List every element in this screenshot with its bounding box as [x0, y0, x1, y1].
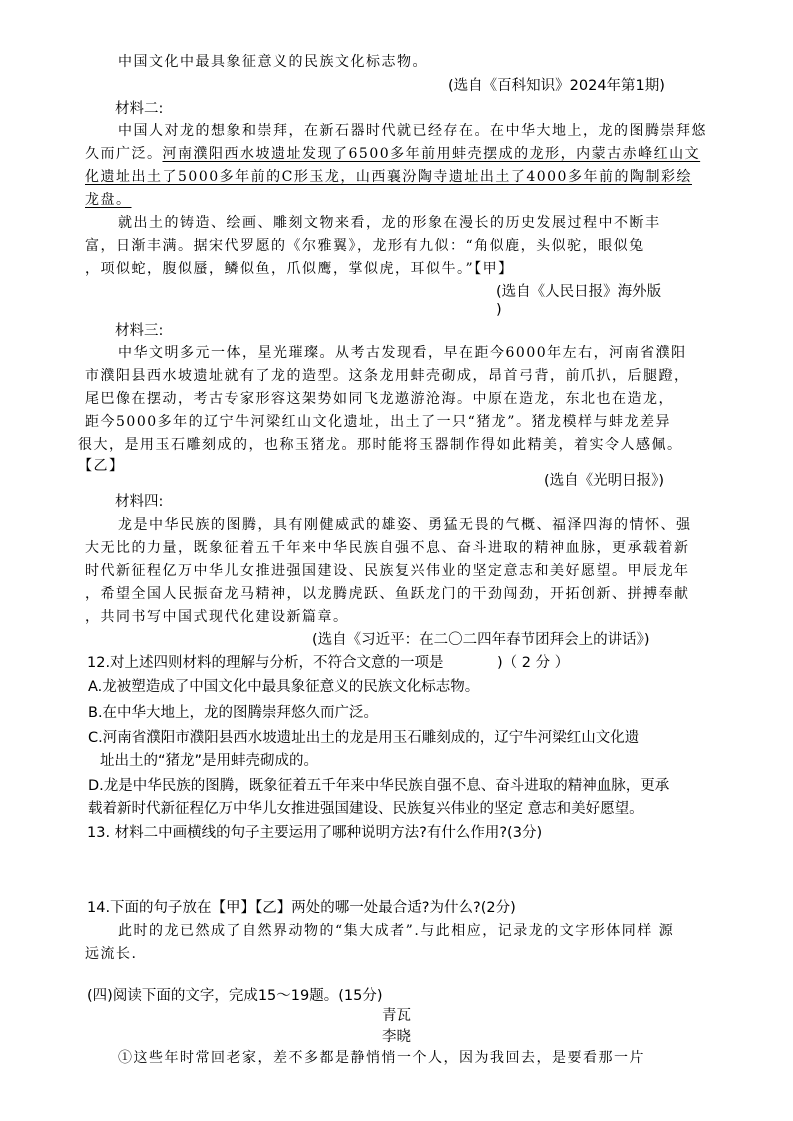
material-2-line: 中国人对龙的想象和崇拜，在新石器时代就已经存在。在中华大地上，龙的图腾崇拜悠 [118, 123, 707, 139]
underlined-sentence: 河南濮阳西水坡遗址发现了6500多年前用蚌壳摆成的龙形，内蒙古赤峰红山文 [162, 146, 701, 162]
option-c: C.河南省濮阳市濮阳县西水坡遗址出土的龙是用玉石雕刻成的，辽宁牛河梁红山文化遗 [88, 730, 640, 746]
material-2-line: ，项似蛇，腹似蜃，鳞似鱼，爪似鹰，掌似虎，耳似牛。”【甲】 [85, 261, 514, 277]
material-4-line: 大无比的力量，既象征着五千年来中华民族自强不息、奋斗进取的精神血脉，更承载着新 [85, 540, 690, 556]
essay-paragraph-1: ①这些年时常回老家，差不多都是静悄悄一个人，因为我回去，是要看那一片 [118, 1050, 645, 1066]
question-14-stem: 14.下面的句子放在【甲】【乙】两处的哪一处最合适?为什么?(2分) [87, 900, 516, 916]
essay-title: 青瓦 [382, 1008, 411, 1024]
material-2-label: 材料二: [115, 101, 164, 117]
option-a: A.龙被塑造成了中国文化中最具象征意义的民族文化标志物。 [88, 679, 480, 695]
material-3-marker-yi: 【乙】 [78, 458, 125, 474]
material-2-source-close: ) [496, 302, 502, 318]
essay-author: 李晓 [382, 1029, 411, 1045]
material-3-line: 尾巴像在摆动，考古专家形容这架势如同飞龙遨游沧海。中原在造龙，东北也在造龙， [85, 391, 674, 407]
material-4-label: 材料四: [115, 494, 164, 510]
material-4-line: 时代新征程亿万中华儿女推进强国建设、民族复兴伟业的坚定意志和美好愿望。甲辰龙年 [85, 563, 690, 579]
material-3-label: 材料三: [115, 323, 164, 339]
material-1-source: (选自《百科知识》2024年第1期) [448, 78, 665, 94]
material-4-line: 龙是中华民族的图腾，具有刚健威武的雄姿、勇猛无畏的气概、福泽四海的情怀、强 [118, 517, 692, 533]
material-2-line [85, 145, 700, 163]
question-12-score: )（ 2 分 ） [497, 655, 570, 671]
question-12-stem: 12.对上述四则材料的理解与分析，不符合文意的一项是 [87, 655, 444, 671]
underlined-sentence: 化遗址出土了5000多年前的C形玉龙，山西襄汾陶寺遗址出土了4000多年前的陶制彩绘 [85, 169, 692, 185]
section-4-heading: (四)阅读下面的文字，完成15～19题。(15分) [87, 988, 383, 1004]
question-14-sentence: 此时的龙已然成了自然界动物的“集大成者”.与此相应，记录龙的文字形体同样 源 [118, 923, 675, 939]
material-3-line: 市濮阳县西水坡遗址就有了龙的造型。这条龙用蚌壳砌成，昂首弓背，前爪扒，后腿蹬， [85, 368, 690, 384]
material-4-line: ，希望全国人民振奋龙马精神，以龙腾虎跃、鱼跃龙门的干劲闯劲，开拓创新、拼搏奉献 [85, 586, 690, 602]
material-2-source: (选自《人民日报》海外版 [496, 284, 662, 300]
question-13-stem: 13. 材料二中画横线的句子主要运用了哪种说明方法?有什么作用?(3分) [87, 825, 543, 841]
material-2-line: 富，日渐丰满。据宋代罗愿的《尔雅翼》，龙形有九似：“角似鹿，头似驼，眼似兔 [85, 238, 645, 254]
material-1-tail: 中国文化中最具象征意义的民族文化标志物。 [118, 54, 428, 70]
material-3-line: 很大，是用玉石雕刻成的，也称玉猪龙。那时能将玉器制作得如此精美，着实令人感佩。 [78, 437, 683, 453]
material-4-source: (选自《习近平：在二〇二四年春节团拜会上的讲话》) [312, 632, 650, 648]
option-d: D.龙是中华民族的图腾，既象征着五千年来中华民族自强不息、奋斗进取的精神血脉，更承 [88, 778, 670, 794]
question-14-sentence-continued: 远流长. [85, 946, 138, 962]
material-2-text: 久而广泛。 [85, 146, 163, 162]
material-2-line: 就出土的铸造、绘画、雕刻文物来看，龙的形象在漫长的历史发展过程中不断丰 [118, 215, 661, 231]
underlined-sentence: 龙盘。 [85, 192, 132, 208]
option-b: B.在中华大地上，龙的图腾崇拜悠久而广泛。 [88, 705, 379, 721]
material-3-source: (选自《光明日报》) [544, 473, 665, 489]
material-3-line: 中华文明多元一体，星光璀璨。从考古发现看，早在距今6000年左右，河南省濮阳 [118, 345, 687, 361]
option-d-continued: 载着新时代新征程亿万中华儿女推进强国建设、民族复兴伟业的坚定 意志和美好愿望。 [88, 801, 644, 817]
material-3-line: 距今5000多年的辽宁牛河梁红山文化遗址，出土了一只“猪龙”。猪龙模样与蚌龙差异 [85, 414, 671, 430]
option-c-continued: 址出土的“猪龙”是用蚌壳砌成的。 [100, 753, 319, 769]
material-4-line: ，共同书写中国式现代化建设新篇章。 [85, 609, 349, 625]
